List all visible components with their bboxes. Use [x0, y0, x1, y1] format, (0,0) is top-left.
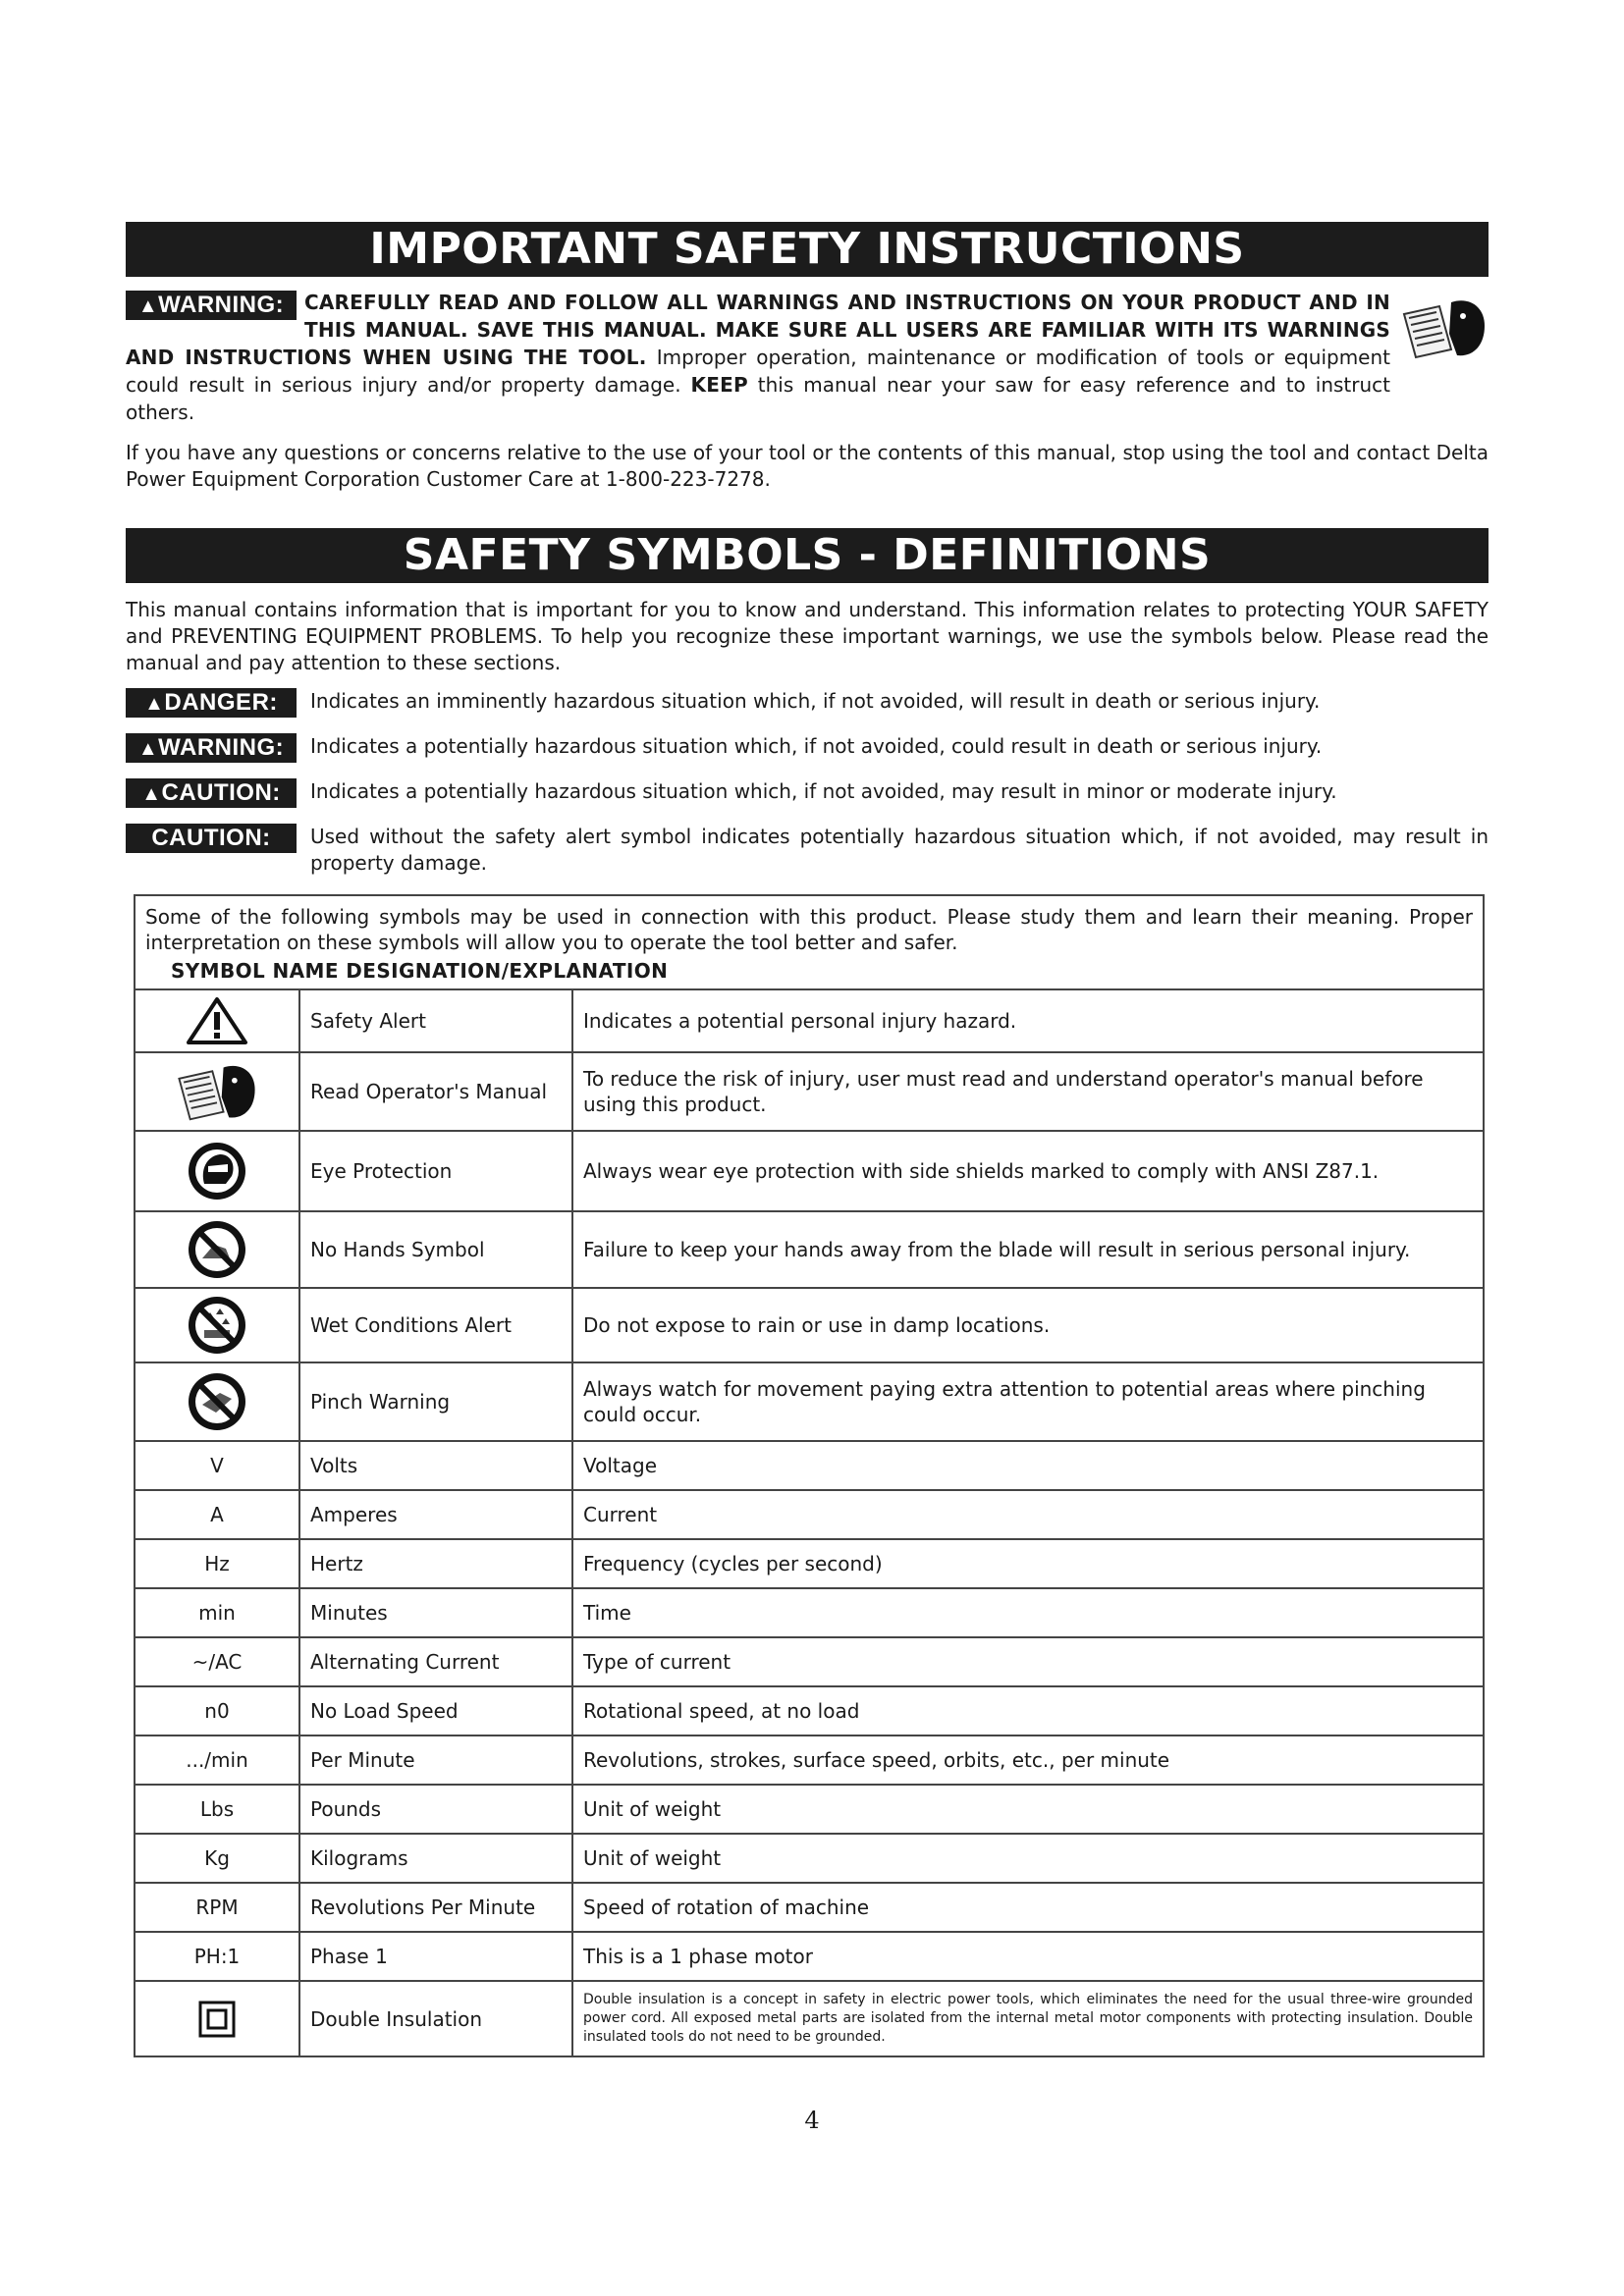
wet-conditions-icon [187, 1295, 247, 1356]
safety-alert-icon [186, 996, 248, 1045]
symbol-description: This is a 1 phase motor [572, 1932, 1483, 1981]
symbol-name: Revolutions Per Minute [299, 1883, 572, 1932]
section-banner-safety-instructions: IMPORTANT SAFETY INSTRUCTIONS [126, 222, 1489, 277]
symbol-abbrev: ~/AC [135, 1637, 299, 1686]
symbol-abbrev: V [135, 1441, 299, 1490]
symbols-table-intro: Some of the following symbols may be used in connection with this product. Please study them and learn their meaning. Proper interpretation on these symbols will allow you to operate the tool better and safer. [145, 905, 1473, 954]
table-row [135, 1288, 1483, 1362]
table-row [135, 1981, 1483, 2056]
table-row [135, 1834, 1483, 1883]
symbol-cell [135, 1131, 299, 1211]
symbol-name: Double Insulation [299, 1981, 572, 2056]
alert-triangle-icon: ▲ [137, 295, 159, 317]
symbol-name: Per Minute [299, 1735, 572, 1785]
alert-triangle-icon: ▲ [144, 693, 165, 715]
table-row [135, 1785, 1483, 1834]
symbol-cell [135, 1981, 299, 2056]
warning-text [126, 289, 1489, 426]
warning-detail-text-2: this manual near your saw for easy reference and to instruct others. [126, 373, 1390, 424]
table-row [135, 1883, 1483, 1932]
symbol-name: Hertz [299, 1539, 572, 1588]
symbol-name: Volts [299, 1441, 572, 1490]
read-manual-icon [173, 1060, 261, 1123]
table-row [135, 1211, 1483, 1288]
eye-protection-icon [187, 1141, 247, 1201]
table-row [135, 1441, 1483, 1490]
symbol-name: Pounds [299, 1785, 572, 1834]
symbol-name: Kilograms [299, 1834, 572, 1883]
symbol-description: Speed of rotation of machine [572, 1883, 1483, 1932]
caution-signal-badge-no-alert: CAUTION: [126, 824, 297, 853]
no-hands-icon [187, 1219, 247, 1280]
manual-page [126, 222, 1489, 2057]
symbol-abbrev: n0 [135, 1686, 299, 1735]
symbol-abbrev: .../min [135, 1735, 299, 1785]
table-row [135, 1539, 1483, 1588]
section-banner-safety-symbols: SAFETY SYMBOLS - DEFINITIONS [126, 528, 1489, 583]
double-insulation-icon [197, 2000, 237, 2039]
symbol-description: Rotational speed, at no load [572, 1686, 1483, 1735]
keep-bold-text: KEEP [690, 373, 748, 397]
signal-description: Indicates an imminently hazardous situation which, if not avoided, will result in death or serious injury. [310, 689, 1321, 713]
symbol-description: Double insulation is a concept in safety in electric power tools, which eliminates the need for the usual three-wire grounded power cord. All exposed metal parts are isolated from the internal metal motor components with protecting insulation. Double insulated tools do not need to be grounded. [572, 1981, 1483, 2056]
symbol-name: Read Operator's Manual [299, 1052, 572, 1131]
symbols-table [135, 988, 1483, 2056]
signal-row-warning [126, 733, 1489, 763]
symbol-name: Amperes [299, 1490, 572, 1539]
table-row [135, 1362, 1483, 1441]
signal-description: Indicates a potentially hazardous situation which, if not avoided, may result in minor or moderate injury. [310, 779, 1337, 803]
symbol-abbrev: min [135, 1588, 299, 1637]
signal-row-danger [126, 688, 1489, 718]
symbol-abbrev: Kg [135, 1834, 299, 1883]
symbols-table-box [134, 894, 1485, 2057]
symbol-abbrev: Lbs [135, 1785, 299, 1834]
symbol-description: Voltage [572, 1441, 1483, 1490]
symbol-name: Wet Conditions Alert [299, 1288, 572, 1362]
symbol-description: To reduce the risk of injury, user must read and understand operator's manual before using this product. [572, 1052, 1483, 1131]
signal-description: Indicates a potentially hazardous situation which, if not avoided, could result in death or serious injury. [310, 734, 1323, 758]
warning-detail-text: Improper operation, maintenance or modification of tools or equipment could result in serious injury and/or property damage. [126, 346, 1391, 397]
table-row [135, 1735, 1483, 1785]
symbol-description: Frequency (cycles per second) [572, 1539, 1483, 1588]
symbol-name: Phase 1 [299, 1932, 572, 1981]
danger-signal-badge: ▲DANGER: [126, 688, 297, 718]
caution-signal-badge: ▲CAUTION: [126, 778, 297, 808]
warning-bold-text: CAREFULLY READ AND FOLLOW ALL WARNINGS AND INSTRUCTIONS ON YOUR PRODUCT AND IN THIS MANUAL. SAVE THIS MANUAL. MAKE SURE ALL USERS ARE FAMILIAR WITH ITS WARNINGS AND INSTRUCTIONS WHEN USING THE TOOL. [126, 291, 1390, 369]
symbol-abbrev: PH:1 [135, 1932, 299, 1981]
symbol-description: Failure to keep your hands away from the blade will result in serious personal injury. [572, 1211, 1483, 1288]
symbols-intro-paragraph: This manual contains information that is important for you to know and understand. This information relates to protecting YOUR SAFETY and PREVENTING EQUIPMENT PROBLEMS. To help you recognize these important warnings, we use the symbols below. Please read the manual and pay attention to these sections. [126, 598, 1489, 674]
symbol-description: Do not expose to rain or use in damp locations. [572, 1288, 1483, 1362]
symbol-description: Unit of weight [572, 1785, 1483, 1834]
symbol-cell [135, 989, 299, 1052]
signal-word-list [126, 688, 1489, 877]
symbol-name: No Load Speed [299, 1686, 572, 1735]
symbol-description: Type of current [572, 1637, 1483, 1686]
table-row [135, 1131, 1483, 1211]
warning-signal-badge: ▲WARNING: [126, 733, 297, 763]
table-row [135, 1490, 1483, 1539]
table-row [135, 1637, 1483, 1686]
signal-row-caution [126, 824, 1489, 877]
contact-paragraph: If you have any questions or concerns relative to the use of your tool or the contents of this manual, stop using the tool and contact Delta Power Equipment Corporation Customer Care at 1-800-223-7278. [126, 441, 1489, 491]
symbol-name: Safety Alert [299, 989, 572, 1052]
page-number: 4 [804, 2107, 820, 2134]
table-row [135, 1588, 1483, 1637]
symbol-description: Unit of weight [572, 1834, 1483, 1883]
warning-block [126, 289, 1489, 426]
symbol-description: Always watch for movement paying extra attention to potential areas where pinching could occur. [572, 1362, 1483, 1441]
symbol-abbrev: Hz [135, 1539, 299, 1588]
symbols-table-header: SYMBOL NAME DESIGNATION/EXPLANATION [171, 959, 669, 983]
table-row [135, 1686, 1483, 1735]
pinch-warning-icon [187, 1371, 247, 1432]
symbol-description: Indicates a potential personal injury hazard. [572, 989, 1483, 1052]
symbol-abbrev: A [135, 1490, 299, 1539]
symbol-description: Time [572, 1588, 1483, 1637]
symbol-cell [135, 1362, 299, 1441]
symbol-cell [135, 1211, 299, 1288]
symbol-name: Pinch Warning [299, 1362, 572, 1441]
alert-triangle-icon: ▲ [137, 738, 159, 760]
symbol-name: Eye Protection [299, 1131, 572, 1211]
table-row [135, 1932, 1483, 1981]
symbol-description: Revolutions, strokes, surface speed, orbits, etc., per minute [572, 1735, 1483, 1785]
alert-triangle-icon: ▲ [141, 783, 162, 805]
symbol-name: Minutes [299, 1588, 572, 1637]
symbol-cell [135, 1052, 299, 1131]
symbol-cell [135, 1288, 299, 1362]
symbol-name: No Hands Symbol [299, 1211, 572, 1288]
symbol-description: Current [572, 1490, 1483, 1539]
table-row [135, 989, 1483, 1052]
symbol-description: Always wear eye protection with side shields marked to comply with ANSI Z87.1. [572, 1131, 1483, 1211]
signal-row-caution-alert [126, 778, 1489, 808]
symbol-name: Alternating Current [299, 1637, 572, 1686]
signal-description: Used without the safety alert symbol indicates potentially hazardous situation which, if not avoided, may result in property damage. [310, 825, 1489, 875]
table-row [135, 1052, 1483, 1131]
symbol-abbrev: RPM [135, 1883, 299, 1932]
read-manual-icon [1400, 294, 1489, 361]
warning-signal-badge: ▲WARNING: [126, 291, 297, 320]
